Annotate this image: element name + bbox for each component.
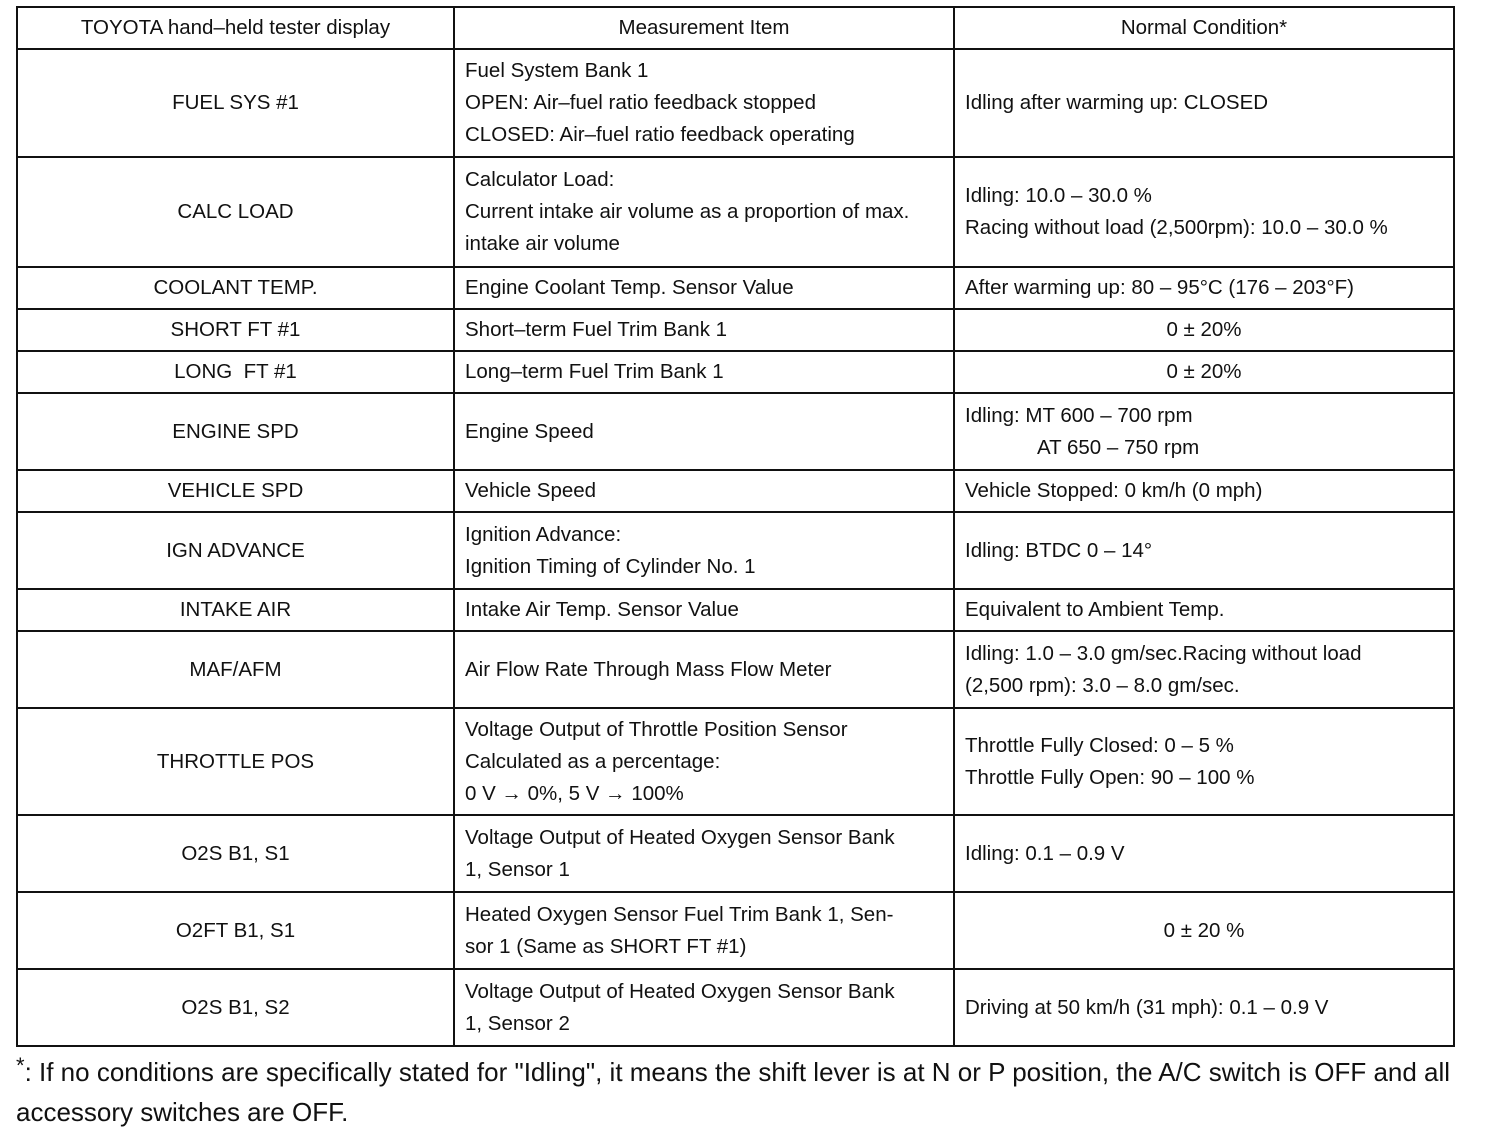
measurement-item-cell: [454, 512, 954, 589]
header-normal-condition: Normal Condition*: [954, 7, 1454, 49]
measurement-item-cell: [454, 309, 954, 351]
normal-condition-cell: [954, 49, 1454, 157]
normal-condition-cell: [954, 267, 1454, 309]
table-row: [17, 393, 1454, 470]
measurement-line: Engine Speed: [465, 419, 594, 443]
condition-line: 0 ± 20%: [1166, 318, 1242, 341]
footnote: [16, 1046, 1466, 1132]
condition-line: (2,500 rpm): 3.0 – 8.0 gm/sec.: [965, 673, 1240, 697]
table-row: [17, 157, 1454, 267]
condition-line: Driving at 50 km/h (31 mph): 0.1 – 0.9 V: [965, 995, 1329, 1019]
condition-line: Idling: 1.0 – 3.0 gm/sec.Racing without load: [965, 641, 1362, 665]
normal-condition-cell: [954, 470, 1454, 512]
measurement-line: Current intake air volume as a proportion of max.: [465, 200, 910, 223]
measurement-item-cell: [454, 708, 954, 815]
measurement-line: intake air volume: [465, 232, 620, 255]
condition-line: Idling after warming up: CLOSED: [965, 91, 1269, 114]
condition-line: Idling: 0.1 – 0.9 V: [965, 841, 1125, 865]
condition-line: 0 ± 20%: [1166, 360, 1242, 383]
tester-display-cell: COOLANT TEMP.: [17, 267, 454, 309]
normal-condition-cell: [954, 157, 1454, 267]
normal-condition-cell: [954, 969, 1454, 1046]
condition-line: Racing without load (2,500rpm): 10.0 – 30.0 %: [965, 216, 1388, 239]
measurement-item-cell: [454, 892, 954, 969]
condition-line: AT 650 – 750 rpm: [1037, 435, 1200, 459]
normal-condition-cell: [954, 708, 1454, 815]
measurement-line: Engine Coolant Temp. Sensor Value: [465, 276, 794, 299]
table-row: [17, 708, 1454, 815]
table-row: [17, 969, 1454, 1046]
table-row: [17, 892, 1454, 969]
measurement-line: Ignition Timing of Cylinder No. 1: [465, 554, 756, 578]
measurement-line: Long–term Fuel Trim Bank 1: [465, 360, 724, 383]
condition-line: Equivalent to Ambient Temp.: [965, 598, 1225, 621]
tester-display-cell: IGN ADVANCE: [17, 512, 454, 589]
measurement-line: 1, Sensor 2: [465, 1011, 570, 1035]
measurement-item-cell: [454, 631, 954, 708]
normal-condition-cell: [954, 351, 1454, 393]
measurement-line: OPEN: Air–fuel ratio feedback stopped: [465, 91, 816, 114]
table-row: [17, 631, 1454, 708]
condition-line: After warming up: 80 – 95°C (176 – 203°F): [965, 276, 1355, 299]
measurement-item-cell: [454, 969, 954, 1046]
measurement-item-cell: [454, 157, 954, 267]
table-row: [17, 470, 1454, 512]
measurement-line: CLOSED: Air–fuel ratio feedback operating: [465, 123, 855, 146]
tester-display-cell: O2S B1, S2: [17, 969, 454, 1046]
tester-display-cell: CALC LOAD: [17, 157, 454, 267]
table-row: [17, 512, 1454, 589]
measurement-line: Voltage Output of Heated Oxygen Sensor Bank: [465, 825, 895, 849]
measurement-line: 1, Sensor 1: [465, 857, 570, 881]
measurement-line: Intake Air Temp. Sensor Value: [465, 598, 739, 621]
measurement-line: Voltage Output of Throttle Position Sensor: [465, 717, 848, 741]
measurement-line: Heated Oxygen Sensor Fuel Trim Bank 1, Sen-: [465, 902, 894, 926]
measurement-line: Air Flow Rate Through Mass Flow Meter: [465, 657, 832, 681]
measurement-line: Short–term Fuel Trim Bank 1: [465, 318, 728, 341]
table-row: [17, 309, 1454, 351]
tester-display-cell: THROTTLE POS: [17, 708, 454, 815]
tester-display-cell: VEHICLE SPD: [17, 470, 454, 512]
measurement-line: sor 1 (Same as SHORT FT #1): [465, 934, 747, 958]
condition-line: Idling: 10.0 – 30.0 %: [965, 184, 1152, 207]
measurement-item-cell: [454, 267, 954, 309]
table-row: [17, 351, 1454, 393]
normal-condition-cell: [954, 393, 1454, 470]
measurement-line: Calculated as a percentage:: [465, 749, 721, 773]
tester-display-cell: SHORT FT #1: [17, 309, 454, 351]
normal-condition-cell: [954, 815, 1454, 892]
tester-display-cell: O2FT B1, S1: [17, 892, 454, 969]
normal-condition-cell: [954, 631, 1454, 708]
table-row: [17, 815, 1454, 892]
condition-line: Idling: BTDC 0 – 14°: [965, 538, 1153, 562]
measurement-item-cell: [454, 589, 954, 631]
condition-line: Idling: MT 600 – 700 rpm: [965, 403, 1193, 427]
tester-display-cell: MAF/AFM: [17, 631, 454, 708]
measurement-item-cell: [454, 815, 954, 892]
condition-line: Throttle Fully Open: 90 – 100 %: [965, 765, 1255, 789]
measurement-item-cell: [454, 470, 954, 512]
normal-condition-cell: [954, 512, 1454, 589]
normal-condition-cell: [954, 309, 1454, 351]
footnote-text: : If no conditions are specifically stated for "Idling", it means the shift lever is at N or P position, the A/C switch is OFF and all accessory switches are OFF.: [16, 1057, 1451, 1127]
table-row: [17, 589, 1454, 631]
table-row: [17, 49, 1454, 157]
measurement-item-cell: [454, 393, 954, 470]
measurement-line: Ignition Advance:: [465, 522, 622, 546]
tester-display-cell: O2S B1, S1: [17, 815, 454, 892]
normal-condition-cell: [954, 589, 1454, 631]
table-header-row: [17, 7, 1454, 49]
measurement-line: Fuel System Bank 1: [465, 59, 649, 82]
footnote-marker: *: [16, 1053, 25, 1078]
measurement-line: Calculator Load:: [465, 168, 615, 191]
tester-display-cell: FUEL SYS #1: [17, 49, 454, 157]
header-tester-display: TOYOTA hand–held tester display: [17, 7, 454, 49]
data-list-table: [16, 6, 1455, 1047]
tester-display-cell: [17, 351, 454, 393]
table-row: [17, 267, 1454, 309]
header-measurement-item: Measurement Item: [454, 7, 954, 49]
tester-display-label: LONG FT #1: [174, 360, 297, 383]
condition-line: Throttle Fully Closed: 0 – 5 %: [965, 733, 1234, 757]
tester-display-cell: INTAKE AIR: [17, 589, 454, 631]
condition-line: 0 ± 20 %: [1163, 918, 1245, 942]
normal-condition-cell: [954, 892, 1454, 969]
tester-display-cell: ENGINE SPD: [17, 393, 454, 470]
measurement-line: 0 V → 0%, 5 V → 100%: [465, 781, 684, 805]
measurement-line: Voltage Output of Heated Oxygen Sensor Bank: [465, 979, 895, 1003]
measurement-item-cell: [454, 49, 954, 157]
measurement-line: Vehicle Speed: [465, 479, 597, 502]
measurement-item-cell: [454, 351, 954, 393]
condition-line: Vehicle Stopped: 0 km/h (0 mph): [965, 479, 1263, 502]
